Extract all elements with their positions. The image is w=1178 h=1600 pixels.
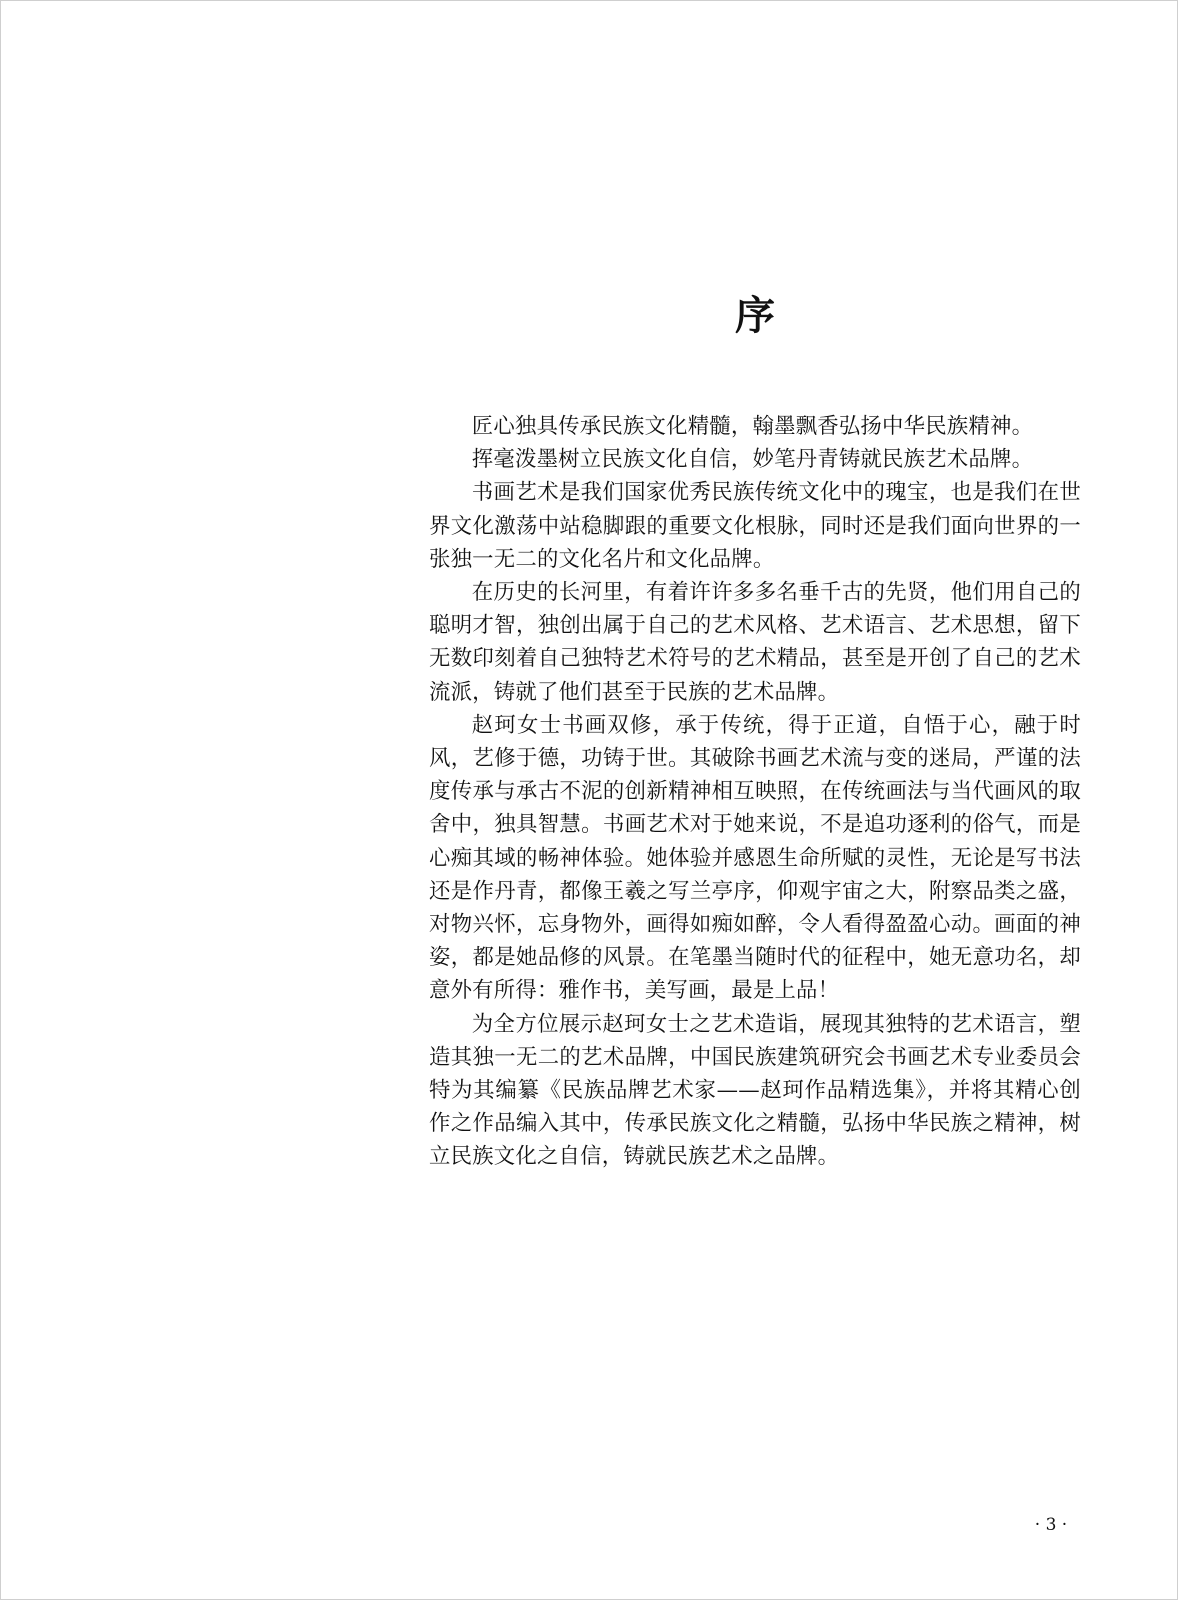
paragraph-3: 书画艺术是我们国家优秀民族传统文化中的瑰宝，也是我们在世界文化激荡中站稳脚跟的重要文化根脉，同时还是我们面向世界的一张独一无二的文化名片和文化品牌。 bbox=[429, 480, 1081, 572]
preface-body bbox=[429, 410, 1081, 1174]
paragraph-5: 赵珂女士书画双修，承于传统，得于正道，自悟于心，融于时风，艺修于德，功铸于世。其破除书画艺术流与变的迷局，严谨的法度传承与承古不泥的创新精神相互映照，在传统画法与当代画风的取舍中，独具智慧。书画艺术对于她来说，不是追功逐利的俗气，而是心痴其域的畅神体验。她体验并感恩生命所赋的灵性，无论是写书法还是作丹青，都像王羲之写兰亭序，仰观宇宙之大，附察品类之盛，对物兴怀，忘身物外，画得如痴如醉，令人看得盈盈心动。画面的神姿，都是她品修的风景。在笔墨当随时代的征程中，她无意功名，却意外有所得：雅作书，美写画，最是上品！ bbox=[429, 712, 1081, 1004]
paragraph-4: 在历史的长河里，有着许许多多名垂千古的先贤，他们用自己的聪明才智，独创出属于自己的艺术风格、艺术语言、艺术思想，留下无数印刻着自己独特艺术符号的艺术精品，甚至是开创了自己的艺术流派，铸就了他们甚至于民族的艺术品牌。 bbox=[429, 580, 1081, 705]
paragraph-2: 挥毫泼墨树立民族文化自信，妙笔丹青铸就民族艺术品牌。 bbox=[471, 447, 1034, 473]
page-number: · 3 · bbox=[1034, 1515, 1068, 1535]
page-title: 序 bbox=[735, 292, 777, 339]
paragraph-6: 为全方位展示赵珂女士之艺术造诣，展现其独特的艺术语言，塑造其独一无二的艺术品牌，中国民族建筑研究会书画艺术专业委员会特为其编纂《民族品牌艺术家——赵珂作品精选集》，并将其精心创作之作品编入其中，传承民族文化之精髓，弘扬中华民族之精神，树立民族文化之自信，铸就民族艺术之品牌。 bbox=[429, 1011, 1081, 1170]
paragraph-1: 匠心独具传承民族文化精髓，翰墨飘香弘扬中华民族精神。 bbox=[471, 414, 1034, 439]
